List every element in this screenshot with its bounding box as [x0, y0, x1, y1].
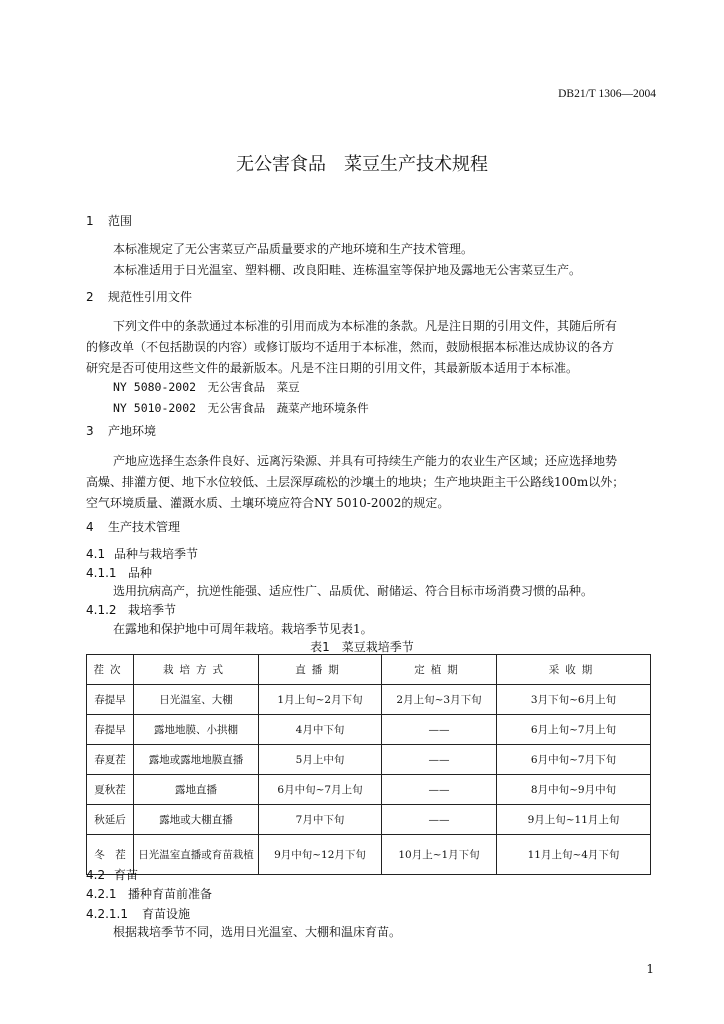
table-cell: 夏秋茬 [87, 775, 134, 805]
subsection-number: 4.1.2 [86, 603, 117, 617]
subsection-title: 育苗 [114, 868, 139, 882]
table-cell: 春夏茬 [87, 745, 134, 775]
section-number: 3 [86, 424, 94, 438]
section-number: 2 [86, 290, 94, 304]
section-title: 范围 [108, 214, 133, 228]
table-cell: 6月中旬~7月上旬 [259, 775, 382, 805]
table-cell: 11月上旬~4月下旬 [497, 835, 651, 875]
table-cell: 露地直播 [134, 775, 259, 805]
table-cell: 5月上中旬 [259, 745, 382, 775]
table-row [87, 745, 651, 775]
paragraph: 本标准适用于日光温室、塑料棚、改良阳畦、连栋温室等保护地及露地无公害菜豆生产。 [113, 263, 582, 277]
column-header: 茬次 [87, 655, 134, 685]
subsection-heading-4-2-1-1 [86, 905, 190, 922]
paragraph-line: 的修改单（不包括勘误的内容）或修订版均不适用于本标准，然而，鼓励根据本标准达成协议的各方 [86, 340, 615, 354]
reference-item: NY 5080-2002 无公害食品 菜豆 [113, 380, 300, 394]
paragraph-line: 高燥、排灌方便、地下水位较低、土层深厚疏松的沙壤土的地块；生产地块距主干公路线100m以外； [86, 475, 625, 489]
table-cell: 9月中旬~12月下旬 [259, 835, 382, 875]
column-header: 采收期 [497, 655, 651, 685]
subsection-heading-4-2-1 [86, 885, 212, 902]
table-cell: 3月下旬~6月上旬 [497, 685, 651, 715]
section-title: 生产技术管理 [108, 520, 181, 534]
paragraph-line: 产地应选择生态条件良好、远离污染源、并具有可持续生产能力的农业生产区域；还应选择地势 [113, 454, 618, 468]
column-header: 栽培方式 [134, 655, 259, 685]
subsection-number: 4.2.1 [86, 887, 117, 901]
paragraph: 本标准规定了无公害菜豆产品质量要求的产地环境和生产技术管理。 [113, 242, 474, 256]
section-heading-2 [86, 288, 192, 305]
table-cell: 日光温室直播或育苗栽植 [134, 835, 259, 875]
reference-item: NY 5010-2002 无公害食品 蔬菜产地环境条件 [113, 401, 369, 415]
section-heading-3 [86, 422, 156, 439]
column-header: 直播期 [259, 655, 382, 685]
table-cell: 9月上旬~11月上旬 [497, 805, 651, 835]
subsection-number: 4.1 [86, 547, 106, 561]
table-cell: 冬 茬 [87, 835, 134, 875]
section-title: 产地环境 [108, 424, 157, 438]
table-cell: —— [382, 805, 497, 835]
paragraph-line: 研究是否可使用这些文件的最新版本。凡是不注日期的引用文件，其最新版本适用于本标准。 [86, 361, 579, 375]
subsection-title: 栽培季节 [128, 603, 177, 617]
paragraph: 根据栽培季节不同，选用日光温室、大棚和温床育苗。 [113, 925, 402, 939]
table-cell: —— [382, 715, 497, 745]
subsection-number: 4.1.1 [86, 566, 117, 580]
table-cell: 春提早 [87, 715, 134, 745]
section-number: 4 [86, 520, 94, 534]
page-number: 1 [646, 962, 654, 976]
table-row [87, 685, 651, 715]
cultivation-season-table [86, 654, 651, 875]
paragraph-line: 空气环境质量、灌溉水质、土壤环境应符合NY 5010-2002的规定。 [86, 496, 450, 510]
table-cell: 日光温室、大棚 [134, 685, 259, 715]
subsection-heading-4-1-1 [86, 564, 152, 581]
table-row [87, 715, 651, 745]
table-cell: 10月上~1月下旬 [382, 835, 497, 875]
subsection-number: 4.2 [86, 868, 106, 882]
table-cell: 4月中下旬 [259, 715, 382, 745]
subsection-title: 品种与栽培季节 [114, 547, 199, 561]
table-cell: 6月上旬~7月上旬 [497, 715, 651, 745]
subsection-heading-4-1 [86, 545, 198, 562]
table-row [87, 835, 651, 875]
column-header: 定植期 [382, 655, 497, 685]
section-number: 1 [86, 214, 94, 228]
subsection-heading-4-1-2 [86, 601, 176, 618]
table-cell: 露地或露地地膜直播 [134, 745, 259, 775]
table-caption: 表1 菜豆栽培季节 [310, 640, 414, 654]
subsection-title: 品种 [128, 566, 153, 580]
paragraph-line: 下列文件中的条款通过本标准的引用而成为本标准的条款。凡是注日期的引用文件，其随后所有 [113, 319, 618, 333]
table-cell: 6月中旬~7月下旬 [497, 745, 651, 775]
table-cell: 秋延后 [87, 805, 134, 835]
table-cell: 露地地膜、小拱棚 [134, 715, 259, 745]
table-cell: —— [382, 775, 497, 805]
table-cell: 露地或大棚直播 [134, 805, 259, 835]
subsection-number: 4.2.1.1 [86, 907, 128, 921]
section-title: 规范性引用文件 [108, 290, 193, 304]
table-cell: 7月中下旬 [259, 805, 382, 835]
table-row [87, 805, 651, 835]
document-code: DB21/T 1306—2004 [558, 88, 656, 100]
table-cell: —— [382, 745, 497, 775]
table-cell: 1月上旬~2月下旬 [259, 685, 382, 715]
subsection-heading-4-2 [86, 866, 138, 883]
table-header-row [87, 655, 651, 685]
subsection-title: 育苗设施 [142, 907, 191, 921]
section-heading-1 [86, 212, 132, 229]
table-cell: 2月上旬~3月下旬 [382, 685, 497, 715]
paragraph: 在露地和保护地中可周年栽培。栽培季节见表1。 [113, 622, 373, 636]
paragraph: 选用抗病高产，抗逆性能强、适应性广、品质优、耐储运、符合目标市场消费习惯的品种。 [113, 584, 594, 598]
table-row [87, 775, 651, 805]
table-cell: 春提早 [87, 685, 134, 715]
section-heading-4 [86, 518, 180, 535]
subsection-title: 播种育苗前准备 [128, 887, 213, 901]
page-title: 无公害食品 菜豆生产技术规程 [236, 154, 488, 175]
table-cell: 8月中旬~9月中旬 [497, 775, 651, 805]
